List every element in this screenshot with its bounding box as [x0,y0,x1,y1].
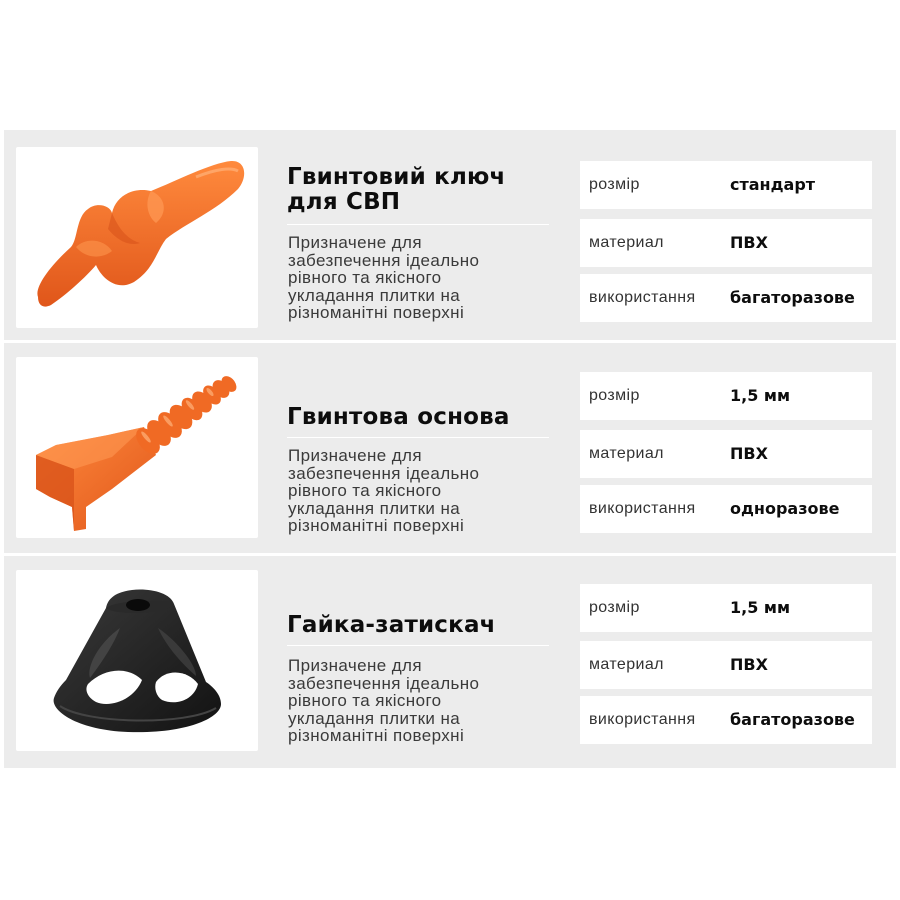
product-comparison-panel [4,130,896,768]
product-title: Гвинтовий ключ для СВП [287,164,506,215]
spec-value: стандарт [730,175,816,194]
spec-usage [580,274,872,322]
product-description: Призначене для забезпечення ідеально рівного та якісного укладання плитки на різноманітні поверхні [288,446,480,536]
product-title: Гайка-затискач [287,612,496,638]
spec-label: материал [589,656,664,673]
spec-value: 1,5 мм [730,598,791,617]
spec-label: розмір [589,599,640,616]
spec-material [580,219,872,267]
product-image [16,357,258,538]
title-divider [287,224,549,225]
product-image [16,570,258,751]
spec-label: розмір [589,387,640,404]
spec-usage [580,696,872,744]
spec-size [580,372,872,420]
product-row-screw-key [4,130,896,340]
spec-label: розмір [589,176,640,193]
spec-value: ПВХ [730,444,768,463]
spec-value: ПВХ [730,655,768,674]
spec-usage [580,485,872,533]
spec-material [580,430,872,478]
spec-size [580,161,872,209]
spec-value: одноразове [730,499,840,518]
spec-value: багаторазове [730,288,855,307]
product-title: Гвинтова основа [287,404,510,430]
product-description: Призначене для забезпечення ідеально рівного та якісного укладання плитки на різноманітні поверхні [288,656,480,746]
spec-label: материал [589,445,664,462]
product-row-screw-base [4,343,896,553]
product-image [16,147,258,328]
spec-label: використання [589,289,696,306]
spec-size [580,584,872,632]
spec-value: 1,5 мм [730,386,791,405]
title-divider [287,645,549,646]
orange-screw-base-icon [16,357,258,538]
title-divider [287,437,549,438]
spec-label: материал [589,234,664,251]
spec-label: використання [589,711,696,728]
spec-value: багаторазове [730,710,855,729]
orange-screw-key-icon [16,147,258,328]
spec-label: використання [589,500,696,517]
product-description: Призначене для забезпечення ідеально рівного та якісного укладання плитки на різноманітні поверхні [288,233,480,323]
black-clamp-nut-icon [16,570,258,751]
spec-material [580,641,872,689]
product-row-clamp-nut [4,556,896,768]
spec-value: ПВХ [730,233,768,252]
